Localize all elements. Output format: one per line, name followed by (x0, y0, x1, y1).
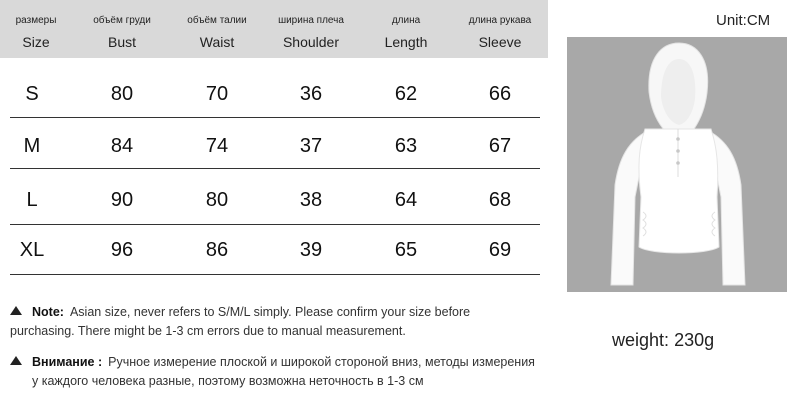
note-title: Note: (32, 305, 64, 319)
table-row-s (0, 66, 548, 122)
product-image (567, 37, 787, 292)
weight-info (612, 330, 714, 351)
unit-label: Unit:CM (716, 12, 771, 29)
column-header-ru: ширина плеча (278, 15, 344, 26)
note-title: Внимание : (32, 355, 103, 369)
russian-note (10, 353, 535, 391)
triangle-up-icon (10, 306, 22, 315)
waist-cell: 74 (205, 135, 229, 157)
column-header-length (360, 0, 452, 58)
note-text: purchasing. There might be 1-3 cm errors due to manual measurement. (10, 324, 406, 338)
shoulder-cell: 37 (299, 135, 323, 157)
bust-cell: 80 (110, 83, 134, 105)
column-header-ru: объём груди (93, 15, 151, 26)
waist-cell: 70 (205, 83, 229, 105)
column-header-en: Size (22, 34, 50, 50)
table-row-xl (0, 222, 548, 278)
table-row-l (0, 172, 548, 228)
sleeve-cell: 67 (488, 135, 512, 157)
english-note (10, 303, 470, 341)
size-cell: L (26, 189, 38, 211)
shoulder-cell: 36 (299, 83, 323, 105)
column-header-ru: размеры (15, 15, 57, 26)
shoulder-cell: 39 (299, 239, 323, 261)
waist-cell: 80 (205, 189, 229, 211)
length-cell: 62 (394, 83, 418, 105)
length-cell: 65 (394, 239, 418, 261)
weight-label: weight: (612, 330, 670, 350)
note-text: у каждого человека разные, поэтому возможна неточность в 1-3 см (32, 374, 424, 388)
weight-value: 230g (674, 330, 715, 350)
size-cell: M (23, 135, 41, 157)
column-header-en: Length (384, 34, 428, 50)
column-header-waist (172, 0, 262, 58)
column-header-bust (72, 0, 172, 58)
column-header-ru: объём талии (187, 15, 247, 26)
size-cell: XL (19, 239, 45, 261)
waist-cell: 86 (205, 239, 229, 261)
column-header-en: Shoulder (282, 34, 340, 50)
column-header-ru: длина рукава (468, 15, 532, 26)
sleeve-cell: 68 (488, 189, 512, 211)
length-cell: 64 (394, 189, 418, 211)
bust-cell: 90 (110, 189, 134, 211)
hooded-top-illustration (567, 37, 787, 292)
table-row-m (0, 118, 548, 174)
sleeve-cell: 66 (488, 83, 512, 105)
bust-cell: 96 (110, 239, 134, 261)
note-text: Asian size, never refers to S/M/L simply. Please confirm your size before (69, 305, 471, 319)
sleeve-cell: 69 (488, 239, 512, 261)
column-header-ru: длина (391, 15, 421, 26)
row-divider (10, 168, 540, 169)
note-text: Ручное измерение плоской и широкой стороной вниз, методы измерения (108, 355, 535, 369)
column-header-en: Sleeve (478, 34, 522, 50)
column-header-en: Bust (107, 34, 136, 50)
shoulder-cell: 38 (299, 189, 323, 211)
column-header-sleeve (452, 0, 548, 58)
column-header-shoulder (262, 0, 360, 58)
length-cell: 63 (394, 135, 418, 157)
column-header-en: Waist (199, 34, 235, 50)
bust-cell: 84 (110, 135, 134, 157)
table-header-row (0, 0, 548, 58)
row-divider (10, 274, 540, 275)
triangle-up-icon (10, 356, 22, 365)
size-cell: S (25, 83, 39, 105)
column-header-size (0, 0, 72, 58)
